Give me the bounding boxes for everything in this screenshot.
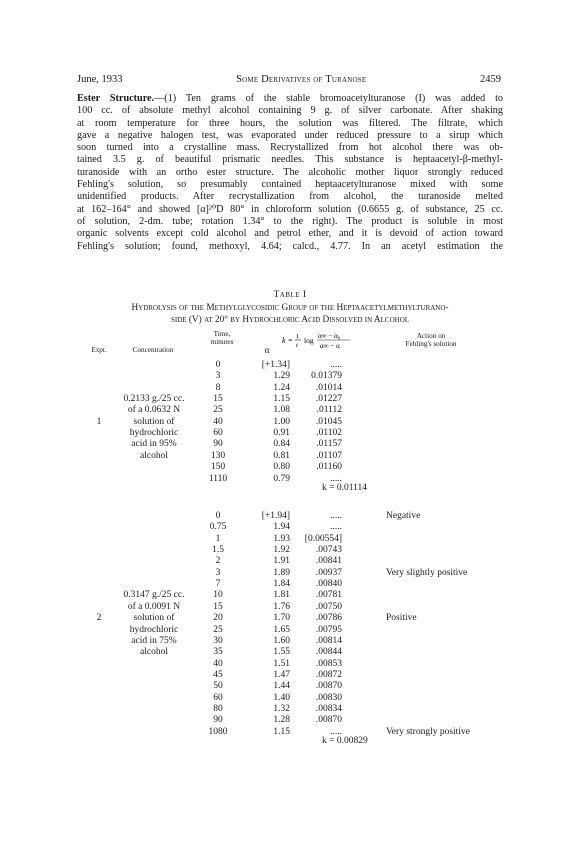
body-line: 100 cc. of absolute methyl alcohol containing 9 g. of silver carbonate. After shaking (77, 105, 503, 117)
section-run-in-heading: Ester Structure. (77, 93, 155, 104)
time-cell: 150 (210, 462, 226, 473)
body-line: at room temperature for three hours, the solution was filtered. The filtrate, which (77, 117, 503, 129)
alpha-cell: 1.91 (273, 556, 290, 567)
table-caption (77, 303, 503, 326)
time-cell: 7 (215, 579, 221, 590)
alpha-cell: 0.79 (273, 473, 290, 484)
time-cell: 0 (215, 511, 221, 521)
running-head (77, 74, 501, 85)
alpha-cell: 1.24 (273, 382, 290, 393)
concentration-line: 0.3147 g./25 cc. (123, 590, 185, 601)
k-cell: .00743 (315, 545, 342, 556)
time-cell: 45 (213, 669, 223, 680)
alpha-cell: 1.32 (273, 703, 290, 714)
alpha-cell: 1.94 (273, 522, 290, 533)
body-line: turanoside with an ortho ester structure. The alcoholic mother liquor strongly reduced (77, 166, 503, 178)
k-cell: .00814 (315, 635, 342, 646)
action-cell: Very strongly positive (386, 726, 470, 737)
k-cell: .00795 (315, 624, 342, 635)
alpha-cell: 0.91 (273, 428, 290, 439)
header-k-formula (280, 328, 360, 354)
body-line: Ester Structure.—(1) Ten grams of the stable bromoacetylturanose (I) was added to (77, 93, 503, 104)
time-cell: 80 (213, 703, 223, 714)
experiment-number: 1 (96, 416, 102, 427)
time-cell: 90 (213, 715, 223, 726)
alpha-cell: 1.81 (273, 590, 290, 601)
concentration-line: acid in 95% (131, 439, 177, 450)
time-cell: 8 (215, 382, 221, 393)
svg-text:t: t (296, 342, 298, 349)
alpha-cell: 1.70 (273, 613, 290, 624)
header-time-line-2: minutes (210, 338, 234, 346)
time-cell: 60 (213, 428, 223, 439)
time-cell: 1 (215, 533, 221, 544)
k-mean: k = 0.00829 (322, 736, 368, 746)
alpha-cell: 1.51 (273, 658, 290, 669)
body-line: of solution, 2-dm. tube; rotation 1.34° to the right). The product is soluble in most (77, 215, 503, 227)
k-cell: .01107 (316, 450, 342, 461)
alpha-cell: 1.60 (273, 635, 290, 646)
page-number: 2459 (479, 74, 501, 85)
k-cell: .01112 (316, 405, 342, 416)
alpha-cell: 1.40 (273, 692, 290, 703)
body-line: at 162–164° and showed [α]²⁰D 80° in chloroform solution (0.6655 g. of substance, 25 cc. (77, 203, 503, 215)
time-cell: 25 (213, 405, 223, 416)
time-cell: 90 (213, 439, 223, 450)
alpha-cell: 1.55 (273, 647, 290, 658)
body-paragraph (77, 93, 503, 253)
body-line: tained 3.5 g. of beautiful prismatic needles. This substance is heptaacetyl-β-methyl- (77, 154, 503, 166)
k-cell: .01014 (315, 382, 342, 393)
alpha-cell: [+1.34] (261, 360, 290, 370)
action-cell: Very slightly positive (386, 567, 468, 578)
running-head-date: June, 1933 (77, 74, 123, 85)
alpha-cell: 1.29 (273, 371, 290, 382)
k-cell: ..... (330, 511, 342, 521)
action-cell: Negative (386, 511, 421, 521)
k-cell: .00853 (315, 658, 342, 669)
k-cell: ..... (330, 473, 342, 484)
time-cell: 40 (213, 658, 223, 669)
time-cell: 3 (215, 567, 221, 578)
alpha-cell: 1.15 (273, 394, 290, 405)
k-cell: .00937 (315, 567, 342, 578)
body-line: organic solvents except cold alcohol and petrol ether, and it is devoid of action toward (77, 228, 503, 240)
time-cell: 1080 (208, 726, 228, 737)
alpha-cell: 1.76 (273, 601, 290, 612)
alpha-cell: 0.80 (273, 462, 290, 473)
k-cell: .01160 (316, 462, 342, 473)
k-cell: .01045 (315, 416, 342, 427)
k-cell: .00840 (315, 579, 342, 590)
k-cell: ..... (330, 522, 342, 533)
k-cell: .00844 (315, 647, 342, 658)
concentration-line: acid in 75% (131, 635, 177, 646)
header-time (200, 330, 244, 346)
alpha-cell: 1.44 (273, 681, 290, 692)
k-cell: .00830 (315, 692, 342, 703)
header-concentration: Concentration (132, 346, 174, 354)
alpha-cell: 1.93 (273, 533, 290, 544)
k-cell: [0.00554] (304, 533, 342, 544)
concentration-line: hydrochloric (129, 624, 179, 635)
k-formula-graphic (280, 328, 360, 354)
running-head-title: Some Derivatives of Turanose (236, 74, 367, 85)
time-cell: 1110 (208, 473, 228, 484)
concentration-line: of a 0.0632 N (127, 405, 181, 416)
time-cell: 50 (213, 681, 223, 692)
svg-text:α∞ − α₀: α∞ − α₀ (318, 332, 341, 340)
alpha-cell: 1.89 (273, 567, 290, 578)
svg-text:=: = (288, 336, 293, 345)
time-cell: 20 (213, 613, 223, 624)
k-cell: ..... (330, 726, 342, 737)
k-cell: .01227 (315, 394, 342, 405)
k-cell: .00786 (315, 613, 342, 624)
alpha-cell: [+1.94] (261, 511, 290, 521)
alpha-cell: 1.92 (273, 545, 290, 556)
svg-text:k: k (282, 336, 286, 345)
action-cell: Positive (386, 613, 417, 624)
table-caption-line-2: side (V) at 20° by Hydrochloric Acid Dissolved in Alcohol (170, 314, 410, 325)
header-alpha: α (264, 345, 270, 355)
body-line: soon turned into a crystalline mass. Recrystallized from hot alcohol there was ob- (77, 142, 503, 154)
k-cell: .00834 (315, 703, 342, 714)
k-cell: .00870 (315, 715, 342, 726)
alpha-cell: 1.08 (273, 405, 290, 416)
concentration-line: hydrochloric (129, 428, 179, 439)
concentration-line: solution of (133, 416, 175, 427)
svg-text:1: 1 (296, 333, 300, 340)
time-cell: 130 (210, 450, 226, 461)
alpha-cell: 1.00 (273, 416, 290, 427)
time-cell: 40 (213, 416, 223, 427)
k-cell: ..... (330, 360, 342, 370)
time-cell: 60 (213, 692, 223, 703)
header-expt: Expt. (91, 346, 107, 354)
svg-text:log: log (304, 336, 314, 345)
table-caption-line-1: Hydrolysis of the Methylglycosidic Group of the Heptaacetylmethylturano- (131, 303, 449, 313)
alpha-cell: 1.65 (273, 624, 290, 635)
concentration-line: solution of (133, 613, 175, 624)
alpha-cell: 1.28 (273, 715, 290, 726)
body-line: Fehling's solution; found, methoxyl, 4.64; calcd., 4.77. In an acetyl estimation the (77, 240, 503, 252)
time-cell: 0 (215, 360, 221, 370)
time-cell: 3 (215, 371, 221, 382)
k-cell: .00781 (315, 590, 342, 601)
concentration-line: 0.2133 g./25 cc. (123, 394, 185, 405)
time-cell: 1.5 (212, 545, 224, 556)
time-cell: 0.75 (209, 522, 227, 533)
body-line: gave a negative halogen test, was evaporated under reduced pressure to a sirup which (77, 129, 503, 141)
header-action-line-1: Action on (416, 332, 446, 340)
concentration-line: of a 0.0091 N (127, 601, 181, 612)
alpha-cell: 1.84 (273, 579, 290, 590)
alpha-cell: 1.47 (273, 669, 290, 680)
concentration-line: alcohol (140, 450, 168, 461)
svg-text:α∞ − α: α∞ − α (320, 342, 340, 350)
k-cell: .00870 (315, 681, 342, 692)
alpha-cell: 1.15 (273, 726, 290, 737)
k-cell: .01102 (316, 428, 342, 439)
alpha-cell: 0.84 (273, 439, 290, 450)
k-cell: .00841 (315, 556, 342, 567)
time-cell: 15 (213, 394, 223, 405)
k-cell: .00750 (315, 601, 342, 612)
k-mean: k = 0.01114 (322, 482, 368, 493)
experiment-number: 2 (96, 613, 102, 624)
body-line: Fehling's solution, so presumably contained heptaacetylturanose mixed with some (77, 179, 503, 191)
header-action-line-2: Fehling's solution (405, 340, 457, 348)
k-cell: 0.01379 (311, 371, 342, 382)
time-cell: 25 (213, 624, 223, 635)
table-label: Table I (273, 290, 307, 300)
time-cell: 2 (215, 556, 221, 567)
k-cell: .01157 (316, 439, 342, 450)
alpha-cell: 0.81 (273, 450, 290, 461)
body-line: unidentified products. After recrystallization from alcohol, the turanoside melted (77, 191, 503, 203)
concentration-line: alcohol (140, 647, 168, 658)
time-cell: 35 (213, 647, 223, 658)
header-time-line-1: Time, (213, 330, 231, 338)
time-cell: 15 (213, 601, 223, 612)
time-cell: 30 (213, 635, 223, 646)
k-cell: .00872 (315, 669, 342, 680)
time-cell: 10 (213, 590, 223, 601)
header-action (386, 332, 476, 348)
